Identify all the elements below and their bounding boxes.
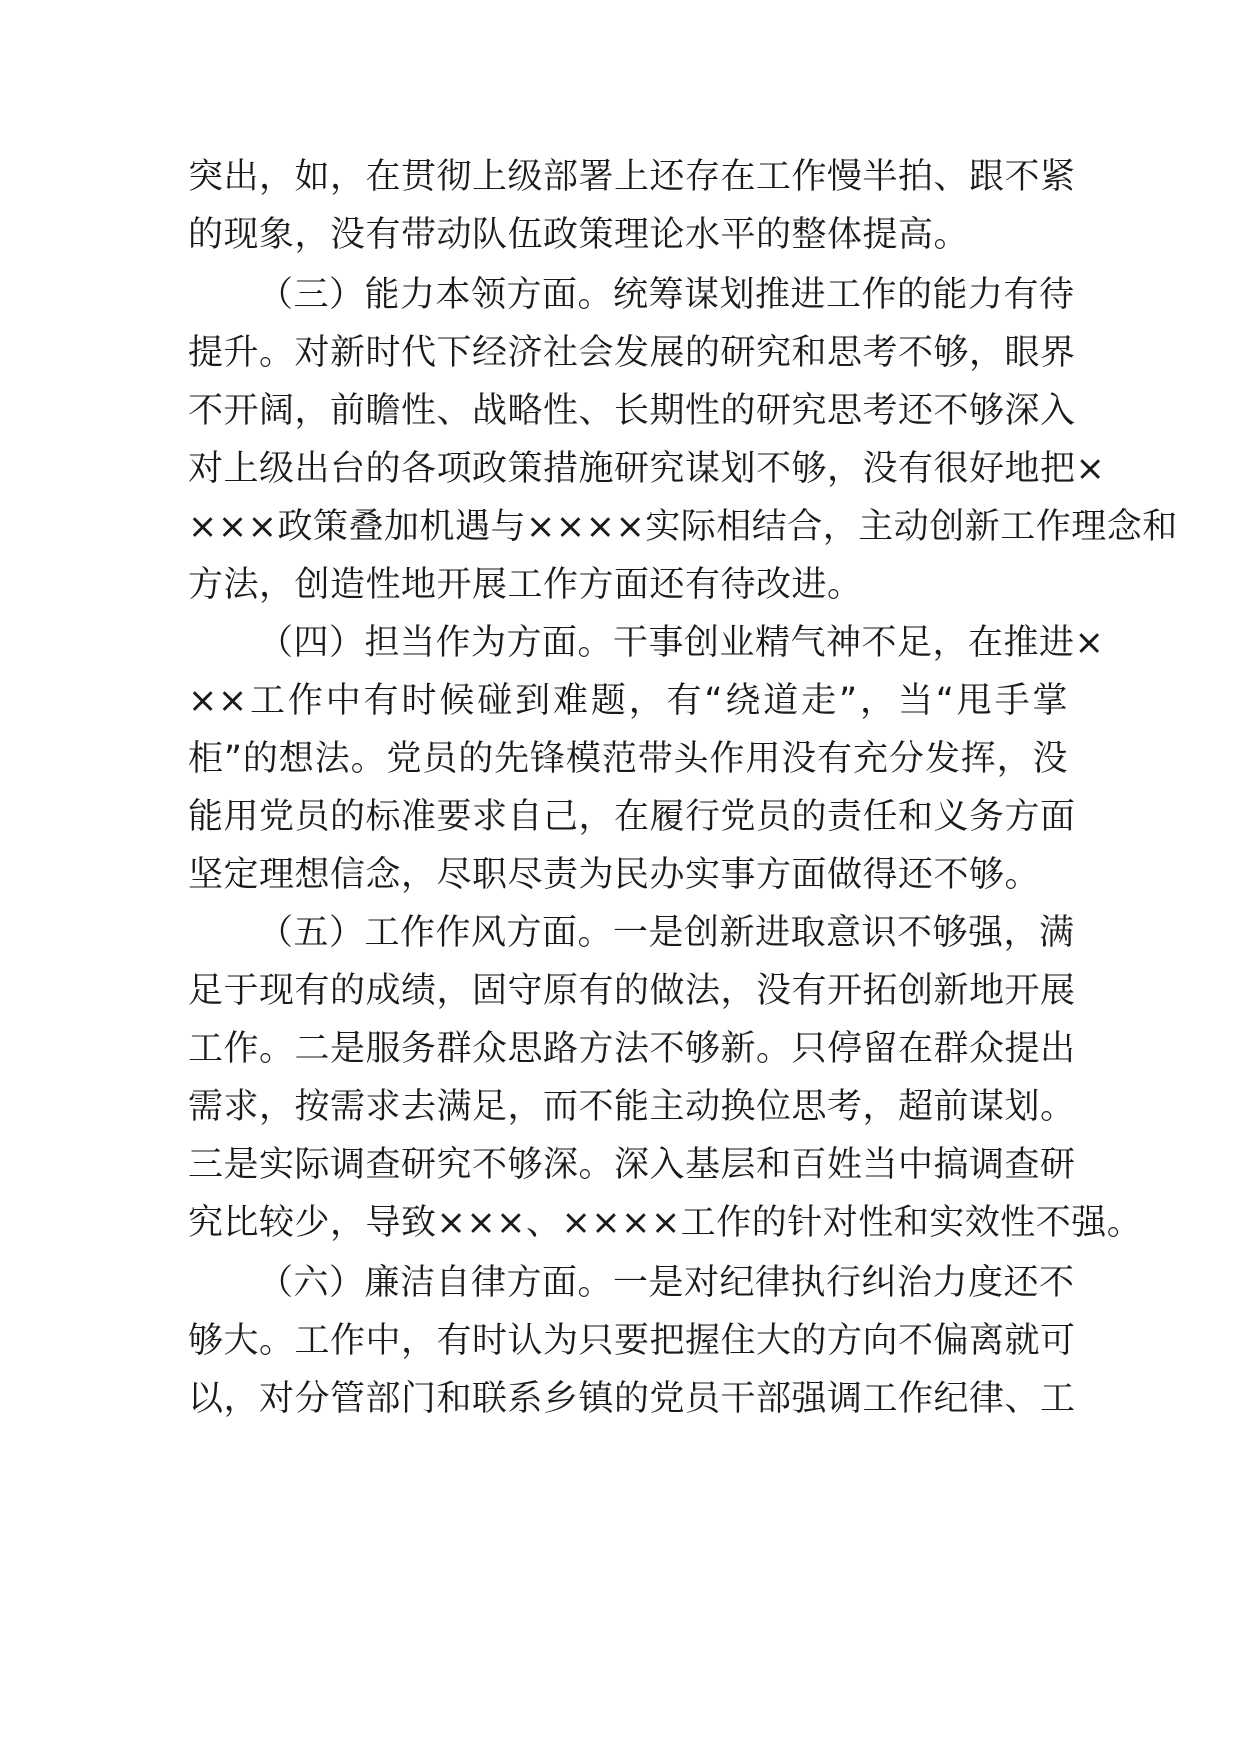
section-heading-3: （三）能力本领方面。统筹谋划推进工作的能力有待 xyxy=(258,275,1075,315)
text-line-7: ×××政策叠加机遇与××××实际相结合，主动创新工作理念和 xyxy=(188,507,1178,547)
text-line-16: 工作。二是服务群众思路方法不够新。只停留在群众提出 xyxy=(188,1029,1076,1069)
text-line-5: 不开阔，前瞻性、战略性、长期性的研究思考还不够深入 xyxy=(188,391,1076,431)
text-line-22: 以，对分管部门和联系乡镇的党员干部强调工作纪律、工 xyxy=(188,1379,1076,1419)
text-line-8: 方法，创造性地开展工作方面还有待改进。 xyxy=(188,565,863,605)
text-line-12: 能用党员的标准要求自己，在履行党员的责任和义务方面 xyxy=(188,797,1076,837)
text-line-15: 足于现有的成绩，固守原有的做法，没有开拓创新地开展 xyxy=(188,971,1076,1011)
text-line-18: 三是实际调查研究不够深。深入基层和百姓当中搞调查研 xyxy=(188,1145,1076,1185)
text-line-4: 提升。对新时代下经济社会发展的研究和思考不够，眼界 xyxy=(188,333,1076,373)
text-line-21: 够大。工作中，有时认为只要把握住大的方向不偏离就可 xyxy=(188,1321,1076,1361)
section-heading-4: （四）担当作为方面。干事创业精气神不足，在推进× xyxy=(258,623,1105,663)
text-line-19: 究比较少，导致×××、××××工作的针对性和实效性不强。 xyxy=(188,1203,1143,1243)
section-heading-6: （六）廉洁自律方面。一是对纪律执行纠治力度还不 xyxy=(258,1263,1075,1303)
text-line-11: 柜”的想法。党员的先锋模范带头作用没有充分发挥，没 xyxy=(188,739,1068,779)
text-line-10: ××工作中有时候碰到难题，有“绕道走”，当“甩手掌 xyxy=(188,681,1068,721)
text-line-1: 突出，如，在贯彻上级部署上还存在工作慢半拍、跟不紧 xyxy=(188,157,1076,197)
text-line-17: 需求，按需求去满足，而不能主动换位思考，超前谋划。 xyxy=(188,1087,1076,1127)
text-line-6: 对上级出台的各项政策措施研究谋划不够，没有很好地把× xyxy=(188,449,1106,489)
text-line-2: 的现象，没有带动队伍政策理论水平的整体提高。 xyxy=(188,215,970,255)
text-line-13: 坚定理想信念，尽职尽责为民办实事方面做得还不够。 xyxy=(188,855,1041,895)
section-heading-5: （五）工作作风方面。一是创新进取意识不够强，满 xyxy=(258,913,1075,953)
